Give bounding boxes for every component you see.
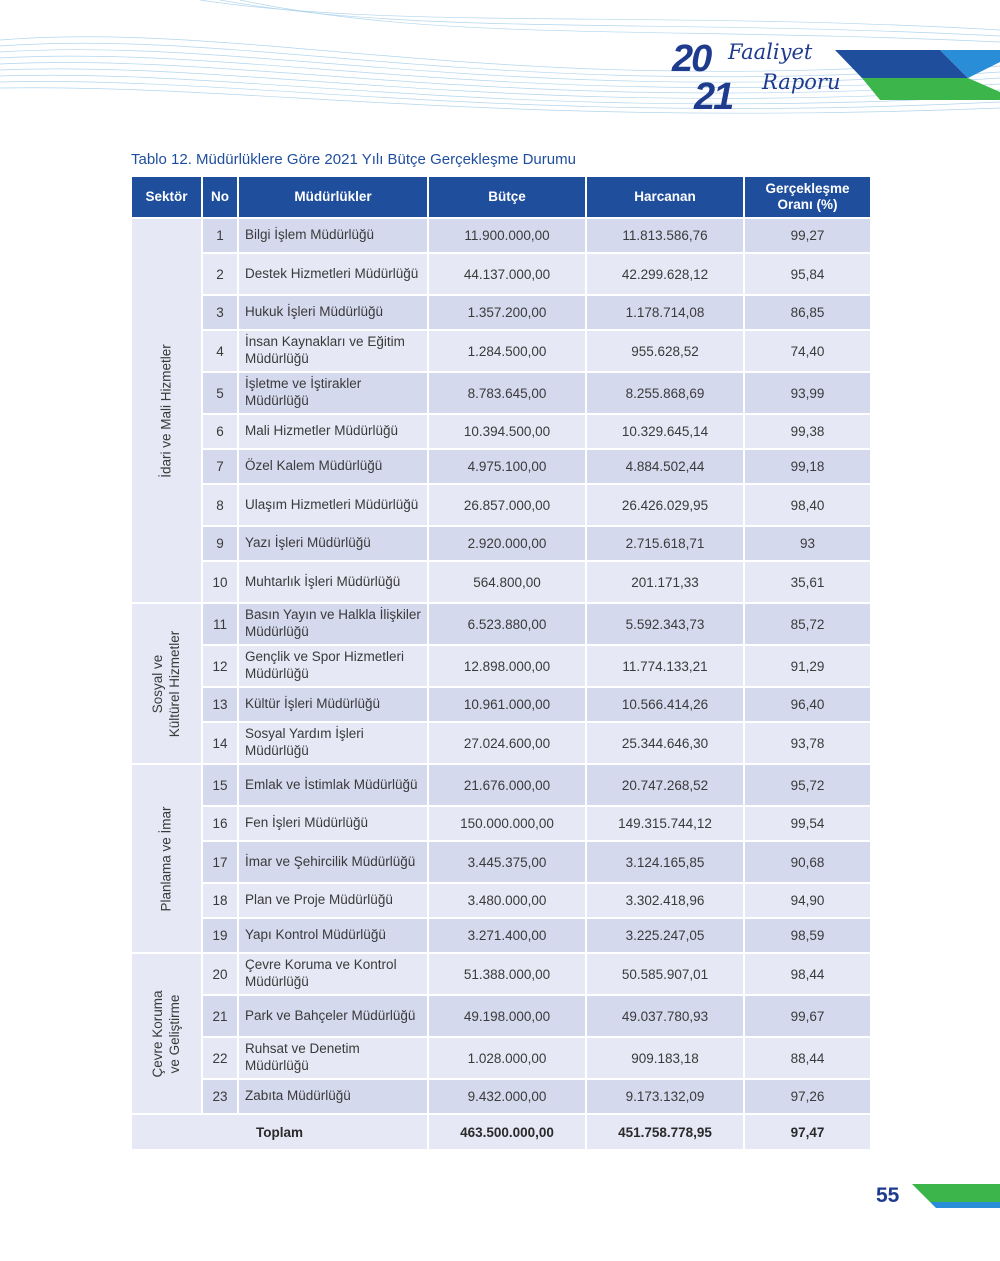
logo-year: 20 21 <box>672 38 733 118</box>
rate-value: 99,54 <box>744 806 871 841</box>
spent-value: 3.302.418,96 <box>586 883 744 918</box>
row-number: 19 <box>202 918 238 953</box>
directorate-name: Destek Hizmetleri Müdürlüğü <box>238 253 428 295</box>
directorate-name: Hukuk İşleri Müdürlüğü <box>238 295 428 330</box>
total-budget: 463.500.000,00 <box>428 1114 586 1150</box>
spent-value: 49.037.780,93 <box>586 995 744 1037</box>
rate-value: 93,78 <box>744 722 871 764</box>
row-number: 1 <box>202 218 238 253</box>
header-no: No <box>202 176 238 218</box>
budget-value: 10.961.000,00 <box>428 687 586 722</box>
budget-value: 1.357.200,00 <box>428 295 586 330</box>
budget-value: 51.388.000,00 <box>428 953 586 995</box>
sector-cell <box>131 603 202 764</box>
sector-label: Sosyal ve Kültürel Hizmetler <box>149 630 182 737</box>
spent-value: 10.566.414,26 <box>586 687 744 722</box>
table-row <box>131 687 871 722</box>
row-number: 11 <box>202 603 238 645</box>
table-row <box>131 449 871 484</box>
directorate-name: Muhtarlık İşleri Müdürlüğü <box>238 561 428 603</box>
budget-value: 44.137.000,00 <box>428 253 586 295</box>
table-row <box>131 295 871 330</box>
rate-value: 88,44 <box>744 1037 871 1079</box>
table-row <box>131 561 871 603</box>
directorate-name: Gençlik ve Spor Hizmetleri Müdürlüğü <box>238 645 428 687</box>
table-header-row <box>131 176 871 218</box>
budget-value: 3.271.400,00 <box>428 918 586 953</box>
rate-value: 35,61 <box>744 561 871 603</box>
rate-value: 96,40 <box>744 687 871 722</box>
budget-value: 1.028.000,00 <box>428 1037 586 1079</box>
budget-value: 3.480.000,00 <box>428 883 586 918</box>
rate-value: 99,38 <box>744 414 871 449</box>
rate-value: 99,27 <box>744 218 871 253</box>
rate-value: 90,68 <box>744 841 871 883</box>
row-number: 15 <box>202 764 238 806</box>
spent-value: 149.315.744,12 <box>586 806 744 841</box>
sector-cell <box>131 218 202 603</box>
spent-value: 8.255.868,69 <box>586 372 744 414</box>
table-row <box>131 918 871 953</box>
row-number: 2 <box>202 253 238 295</box>
table-row <box>131 330 871 372</box>
directorate-name: Yazı İşleri Müdürlüğü <box>238 526 428 561</box>
rate-value: 93 <box>744 526 871 561</box>
table-row <box>131 484 871 526</box>
budget-value: 11.900.000,00 <box>428 218 586 253</box>
rate-value: 98,44 <box>744 953 871 995</box>
budget-table <box>130 175 872 1151</box>
sector-cell <box>131 953 202 1114</box>
table-row <box>131 603 871 645</box>
spent-value: 26.426.029,95 <box>586 484 744 526</box>
rate-value: 95,84 <box>744 253 871 295</box>
spent-value: 20.747.268,52 <box>586 764 744 806</box>
rate-value: 97,26 <box>744 1079 871 1114</box>
directorate-name: Park ve Bahçeler Müdürlüğü <box>238 995 428 1037</box>
rate-value: 98,40 <box>744 484 871 526</box>
header-rate: Gerçekleşme Oranı (%) <box>744 176 871 218</box>
directorate-name: Fen İşleri Müdürlüğü <box>238 806 428 841</box>
directorate-name: İmar ve Şehircilik Müdürlüğü <box>238 841 428 883</box>
table-row <box>131 995 871 1037</box>
table-row <box>131 764 871 806</box>
spent-value: 201.171,33 <box>586 561 744 603</box>
row-number: 20 <box>202 953 238 995</box>
footer-stripe-art <box>900 1180 1000 1220</box>
rate-value: 94,90 <box>744 883 871 918</box>
budget-value: 9.432.000,00 <box>428 1079 586 1114</box>
budget-value: 12.898.000,00 <box>428 645 586 687</box>
row-number: 10 <box>202 561 238 603</box>
budget-value: 6.523.880,00 <box>428 603 586 645</box>
directorate-name: Zabıta Müdürlüğü <box>238 1079 428 1114</box>
rate-value: 86,85 <box>744 295 871 330</box>
budget-value: 21.676.000,00 <box>428 764 586 806</box>
spent-value: 50.585.907,01 <box>586 953 744 995</box>
row-number: 12 <box>202 645 238 687</box>
row-number: 9 <box>202 526 238 561</box>
budget-value: 10.394.500,00 <box>428 414 586 449</box>
row-number: 4 <box>202 330 238 372</box>
directorate-name: Bilgi İşlem Müdürlüğü <box>238 218 428 253</box>
row-number: 6 <box>202 414 238 449</box>
table-row <box>131 414 871 449</box>
row-number: 23 <box>202 1079 238 1114</box>
directorate-name: Özel Kalem Müdürlüğü <box>238 449 428 484</box>
budget-value: 2.920.000,00 <box>428 526 586 561</box>
rate-value: 85,72 <box>744 603 871 645</box>
directorate-name: Basın Yayın ve Halkla İlişkiler Müdürlüğü <box>238 603 428 645</box>
budget-value: 150.000.000,00 <box>428 806 586 841</box>
row-number: 17 <box>202 841 238 883</box>
header-directorates: Müdürlükler <box>238 176 428 218</box>
directorate-name: Çevre Koruma ve Kontrol Müdürlüğü <box>238 953 428 995</box>
spent-value: 9.173.132,09 <box>586 1079 744 1114</box>
budget-value: 27.024.600,00 <box>428 722 586 764</box>
directorate-name: Sosyal Yardım İşleri Müdürlüğü <box>238 722 428 764</box>
table-caption: Tablo 12. Müdürlüklere Göre 2021 Yılı Bütçe Gerçekleşme Durumu <box>131 151 576 168</box>
budget-value: 26.857.000,00 <box>428 484 586 526</box>
table-row <box>131 218 871 253</box>
directorate-name: İşletme ve İştirakler Müdürlüğü <box>238 372 428 414</box>
row-number: 14 <box>202 722 238 764</box>
sector-cell <box>131 764 202 953</box>
row-number: 21 <box>202 995 238 1037</box>
spent-value: 955.628,52 <box>586 330 744 372</box>
spent-value: 1.178.714,08 <box>586 295 744 330</box>
table-row <box>131 253 871 295</box>
table-row <box>131 722 871 764</box>
table-row <box>131 526 871 561</box>
header-sector: Sektör <box>131 176 202 218</box>
logo-word-faaliyet: Faaliyet <box>728 40 813 64</box>
row-number: 22 <box>202 1037 238 1079</box>
spent-value: 25.344.646,30 <box>586 722 744 764</box>
row-number: 5 <box>202 372 238 414</box>
rate-value: 95,72 <box>744 764 871 806</box>
table-row <box>131 806 871 841</box>
row-number: 16 <box>202 806 238 841</box>
table-row <box>131 372 871 414</box>
report-logo <box>672 34 852 118</box>
directorate-name: Ruhsat ve Denetim Müdürlüğü <box>238 1037 428 1079</box>
rate-value: 93,99 <box>744 372 871 414</box>
budget-value: 564.800,00 <box>428 561 586 603</box>
budget-value: 8.783.645,00 <box>428 372 586 414</box>
budget-value: 1.284.500,00 <box>428 330 586 372</box>
spent-value: 11.813.586,76 <box>586 218 744 253</box>
row-number: 8 <box>202 484 238 526</box>
directorate-name: Plan ve Proje Müdürlüğü <box>238 883 428 918</box>
total-rate: 97,47 <box>744 1114 871 1150</box>
budget-value: 4.975.100,00 <box>428 449 586 484</box>
directorate-name: Yapı Kontrol Müdürlüğü <box>238 918 428 953</box>
table-row <box>131 1079 871 1114</box>
spent-value: 909.183,18 <box>586 1037 744 1079</box>
rate-value: 99,18 <box>744 449 871 484</box>
spent-value: 2.715.618,71 <box>586 526 744 561</box>
spent-value: 10.329.645,14 <box>586 414 744 449</box>
rate-value: 98,59 <box>744 918 871 953</box>
sector-label: Çevre Koruma ve Geliştirme <box>149 989 182 1078</box>
spent-value: 42.299.628,12 <box>586 253 744 295</box>
logo-word-raporu: Raporu <box>762 70 841 94</box>
rate-value: 99,67 <box>744 995 871 1037</box>
directorate-name: Kültür İşleri Müdürlüğü <box>238 687 428 722</box>
spent-value: 3.124.165,85 <box>586 841 744 883</box>
budget-value: 3.445.375,00 <box>428 841 586 883</box>
sector-label: Planlama ve İmar <box>158 805 174 912</box>
budget-value: 49.198.000,00 <box>428 995 586 1037</box>
row-number: 18 <box>202 883 238 918</box>
rate-value: 91,29 <box>744 645 871 687</box>
page-number: 55 <box>876 1184 900 1207</box>
spent-value: 5.592.343,73 <box>586 603 744 645</box>
row-number: 3 <box>202 295 238 330</box>
table-row <box>131 1037 871 1079</box>
spent-value: 11.774.133,21 <box>586 645 744 687</box>
table-row <box>131 883 871 918</box>
header-budget: Bütçe <box>428 176 586 218</box>
row-number: 13 <box>202 687 238 722</box>
header-spent: Harcanan <box>586 176 744 218</box>
spent-value: 4.884.502,44 <box>586 449 744 484</box>
table-row <box>131 841 871 883</box>
sector-label: İdari ve Mali Hizmetler <box>158 343 174 478</box>
total-label: Toplam <box>131 1114 428 1150</box>
row-number: 7 <box>202 449 238 484</box>
total-spent: 451.758.778,95 <box>586 1114 744 1150</box>
table-row <box>131 953 871 995</box>
table-row <box>131 645 871 687</box>
directorate-name: Ulaşım Hizmetleri Müdürlüğü <box>238 484 428 526</box>
directorate-name: Mali Hizmetler Müdürlüğü <box>238 414 428 449</box>
spent-value: 3.225.247,05 <box>586 918 744 953</box>
directorate-name: Emlak ve İstimlak Müdürlüğü <box>238 764 428 806</box>
table-total-row <box>131 1114 871 1150</box>
directorate-name: İnsan Kaynakları ve Eğitim Müdürlüğü <box>238 330 428 372</box>
rate-value: 74,40 <box>744 330 871 372</box>
